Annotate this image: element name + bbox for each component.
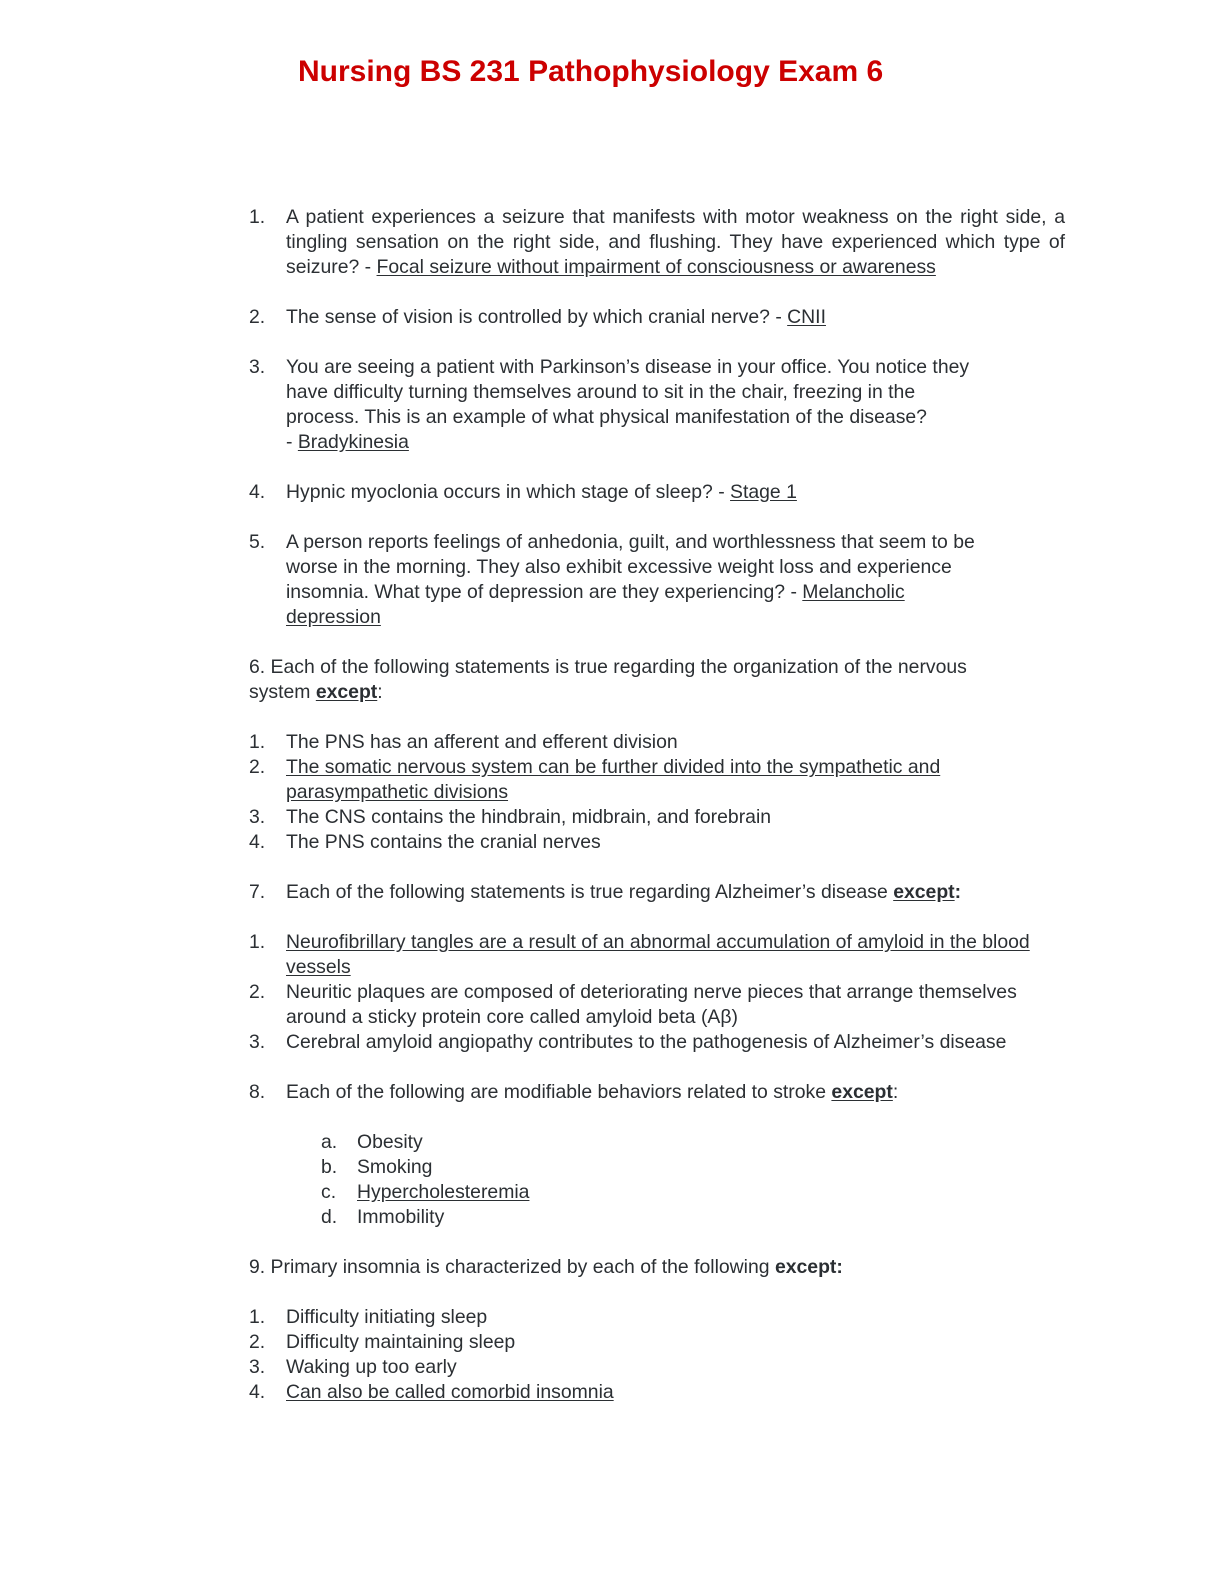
question-7 [249,880,1065,905]
colon: : [892,1081,899,1103]
question-text: 9. Primary insomnia is characterized by each of the following [249,1256,775,1278]
question-line: process. This is an example of what physical manifestation of the disease? [286,406,927,428]
question-number: 7. [249,881,266,903]
option-number: 4. [249,1381,266,1403]
option-text: Can also be called comorbid insomnia [286,1381,614,1403]
question-number: 8. [249,1081,266,1103]
option-number: 2. [249,756,266,778]
question-6-options [249,730,1065,855]
keyword-except: except [831,1081,893,1103]
option-number: 1. [249,1306,266,1328]
question-8-options [249,1130,1065,1230]
question-line: 6. Each of the following statements is true regarding the organization of the nervous [249,656,967,678]
keyword-except: except: [774,1256,843,1278]
keyword-except: except [315,681,378,703]
answer-text: Bradykinesia [297,431,409,453]
question-1 [249,205,1065,280]
question-number: 3. [249,356,266,378]
option-text: The CNS contains the hindbrain, midbrain, and forebrain [286,806,772,828]
option-letter: d. [321,1206,338,1228]
question-text: Each of the following are modifiable behaviors related to stroke [286,1081,832,1103]
option-text: The PNS contains the cranial nerves [286,831,601,853]
option-text: Smoking [357,1156,433,1178]
answer-line [286,605,1065,630]
question-line: You are seeing a patient with Parkinson’s disease in your office. You notice they [286,356,970,378]
option-item [249,730,1065,755]
answer-line [286,430,1065,455]
question-9 [249,1255,1065,1280]
question-number: 4. [249,481,266,503]
option-item [249,830,1065,855]
page-title: Nursing BS 231 Pathophysiology Exam 6 [298,55,884,88]
option-item [249,1305,1065,1330]
option-item [321,1205,1065,1230]
option-text: Obesity [357,1131,423,1153]
question-line: have difficulty turning themselves around to sit in the chair, freezing in the [286,381,916,403]
question-number: 1. [249,206,266,228]
question-5 [249,530,1065,630]
question-text: system [249,681,316,703]
question-7-options [249,930,1065,1055]
question-2 [249,305,1065,330]
option-item [249,980,1065,1030]
option-text: Hypercholesteremia [357,1181,530,1203]
answer-dash: - [286,431,298,453]
question-3 [249,355,1065,455]
option-text: Waking up too early [286,1356,457,1378]
question-line [286,580,1065,605]
question-text: Each of the following statements is true regarding Alzheimer’s disease [286,881,894,903]
question-text: Hypnic myoclonia occurs in which stage of sleep? - [286,481,731,503]
option-letter: b. [321,1156,338,1178]
option-item [249,1330,1065,1355]
option-text: Immobility [357,1206,445,1228]
option-item [321,1130,1065,1155]
answer-text: Focal seizure without impairment of consciousness or awareness [376,256,936,278]
keyword-except: except [893,881,955,903]
question-line: A person reports feelings of anhedonia, guilt, and worthlessness that seem to be [286,531,975,553]
option-item [321,1155,1065,1180]
option-text: Difficulty initiating sleep [286,1306,488,1328]
option-text: Difficulty maintaining sleep [286,1331,516,1353]
question-6 [249,655,1065,705]
question-line [249,680,1065,705]
option-item-answer [249,930,1065,980]
option-number: 3. [249,806,266,828]
option-item [249,805,1065,830]
option-item-answer [249,755,1065,805]
question-text: The sense of vision is controlled by which cranial nerve? - [286,306,788,328]
option-number: 2. [249,1331,266,1353]
answer-text: Melancholic [802,581,905,603]
document-body [249,205,1065,1405]
option-text: Neurofibrillary tangles are a result of an abnormal accumulation of amyloid in the blood vessels [286,931,1030,978]
colon: : [377,681,383,703]
answer-text: CNII [787,306,826,328]
option-number: 2. [249,981,266,1003]
question-text: insomnia. What type of depression are they experiencing? - [286,581,803,603]
question-9-options [249,1305,1065,1405]
option-text: Neuritic plaques are composed of deteriorating nerve pieces that arrange themselves around a sticky protein core called amyloid beta (Aβ) [286,981,1017,1028]
answer-text: depression [286,606,381,628]
question-8 [249,1080,1065,1105]
option-letter: c. [321,1181,337,1203]
question-text: A patient experiences a seizure that manifests with motor weakness on the right side, a tingling sensation on the right side, and flushing. They have experienced which type of seizure? - [286,206,1065,278]
question-number: 5. [249,531,266,553]
option-item [249,1030,1065,1055]
option-number: 3. [249,1356,266,1378]
question-number: 2. [249,306,266,328]
option-number: 4. [249,831,266,853]
option-number: 1. [249,731,266,753]
question-4 [249,480,1065,505]
option-item-answer [249,1380,1065,1405]
option-item [249,1355,1065,1380]
question-line: worse in the morning. They also exhibit excessive weight loss and experience [286,556,952,578]
option-text: Cerebral amyloid angiopathy contributes to the pathogenesis of Alzheimer’s disease [286,1031,1007,1053]
option-number: 1. [249,931,266,953]
option-letter: a. [321,1131,338,1153]
option-text: The PNS has an afferent and efferent division [286,731,678,753]
answer-text: Stage 1 [730,481,797,503]
option-item-answer [321,1180,1065,1205]
option-number: 3. [249,1031,266,1053]
option-text: The somatic nervous system can be further divided into the sympathetic and parasympathetic divisions [286,756,941,803]
colon: : [954,881,962,903]
